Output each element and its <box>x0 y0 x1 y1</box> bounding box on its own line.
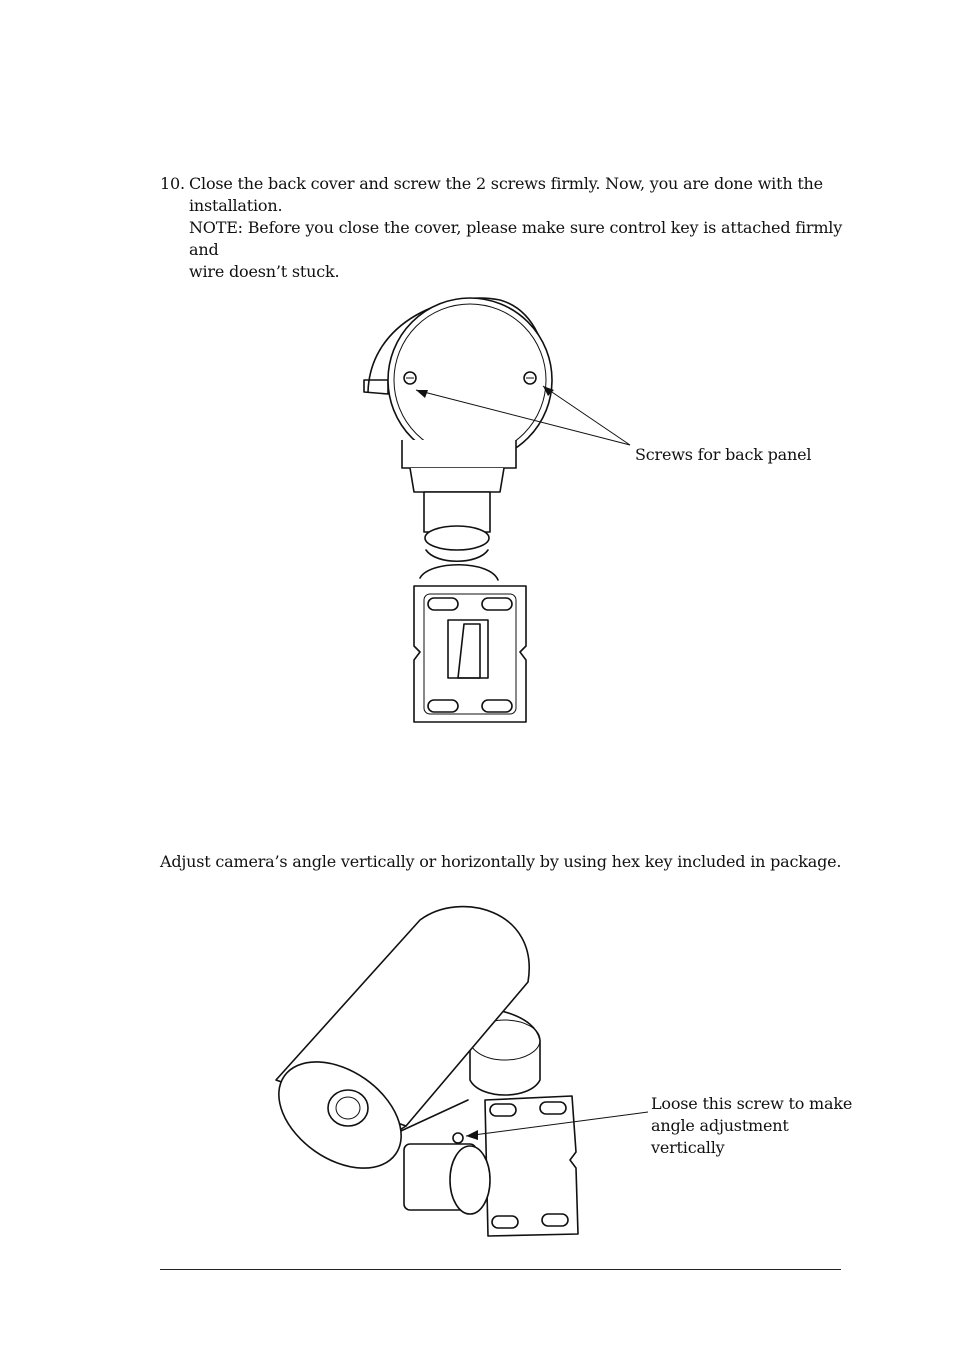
angle-adjustment-illustration <box>240 890 600 1250</box>
adjust-instruction: Adjust camera’s angle vertically or horizontally by using hex key included in package. <box>160 852 842 871</box>
step-line-2: installation. <box>189 196 283 215</box>
note-line-2: wire doesn’t stuck. <box>189 262 340 281</box>
adjust-screw-callout <box>651 1093 861 1159</box>
note-line-1: NOTE: Before you close the cover, please make sure control key is attached firmly and <box>189 218 843 259</box>
back-panel-illustration <box>340 280 600 740</box>
footer-rule <box>160 1269 841 1270</box>
adjustment-screw-icon <box>453 1133 463 1143</box>
step-10-instructions <box>189 173 849 283</box>
callout-line-1: Loose this screw to make <box>651 1094 853 1113</box>
callout-line-2: angle adjustment vertically <box>651 1116 789 1157</box>
step-line-1: Close the back cover and screw the 2 screws firmly. Now, you are done with the <box>189 174 823 193</box>
step-number: 10. <box>160 174 185 193</box>
screws-callout: Screws for back panel <box>635 445 812 464</box>
